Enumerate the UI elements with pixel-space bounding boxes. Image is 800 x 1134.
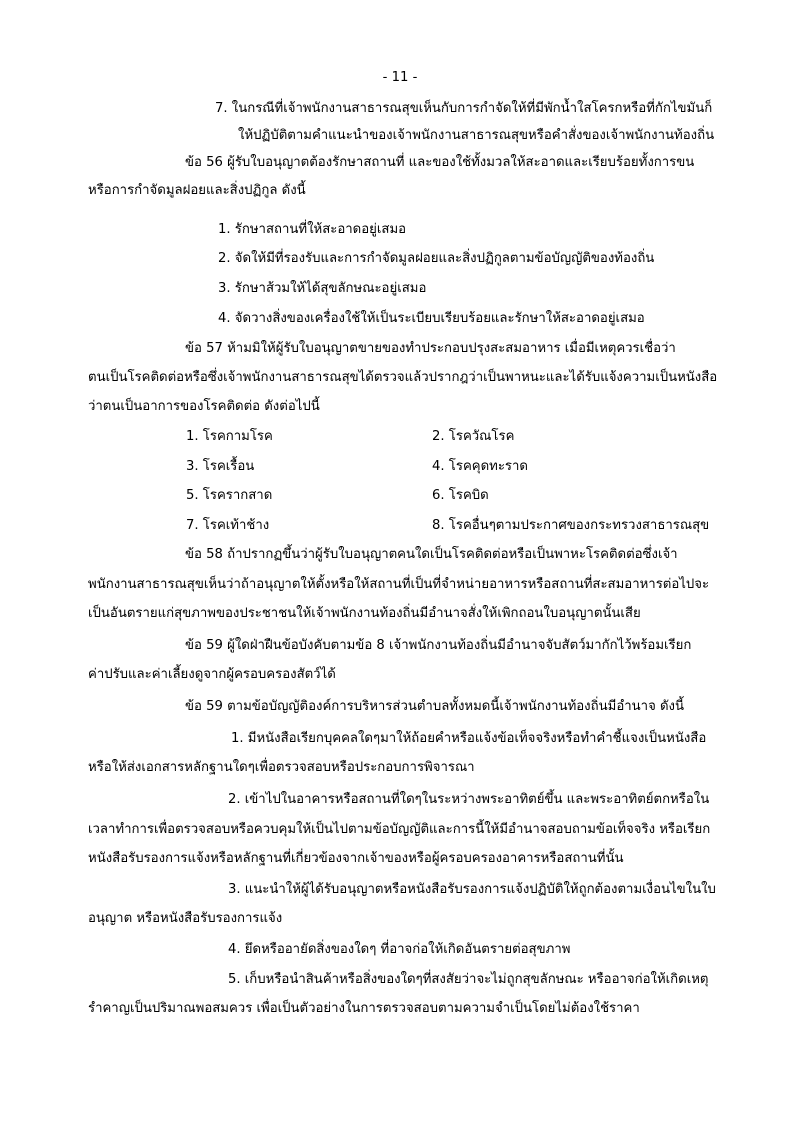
clause59a-line1: ข้อ 59 ผู้ใดฝ่าฝืนข้อบังคับตามข้อ 8 เจ้าพนักงานท้องถิ่นมีอำนาจจับสัตว์มากักไว้พร้อมเรียก bbox=[185, 638, 692, 653]
page-number: - 11 - bbox=[382, 70, 418, 85]
disease-item: 7. โรคเท้าช้าง bbox=[186, 518, 270, 533]
clause59b-p2-line2: เวลาทำการเพื่อตรวจสอบหรือควบคุมให้เป็นไปตามข้อบัญญัติและการนี้ให้มีอำนาจสอบถามข้อเท็จจริง หรือเรียก bbox=[88, 822, 711, 837]
clause59a-line2: ค่าปรับและค่าเลี้ยงดูจากผู้ครอบครองสัตว์ได้ bbox=[88, 667, 336, 682]
clause56-item-1: 1. รักษาสถานที่ให้สะอาดอยู่เสมอ bbox=[218, 222, 407, 237]
disease-item: 2. โรควัณโรค bbox=[432, 429, 515, 444]
disease-item: 1. โรคกามโรค bbox=[186, 429, 273, 444]
disease-item: 8. โรคอื่นๆตามประกาศของกระทรวงสาธารณสุข bbox=[432, 518, 710, 533]
clause58-line1: ข้อ 58 ถ้าปรากฏขึ้นว่าผู้รับใบอนุญาตคนใดเป็นโรคติดต่อหรือเป็นพาหะโรคติดต่อซึ่งเจ้า bbox=[185, 547, 678, 562]
clause59b-p2-line1: 2. เข้าไปในอาคารหรือสถานที่ใดๆในระหว่างพระอาทิตย์ขึ้น และพระอาทิตย์ตกหรือใน bbox=[228, 792, 710, 807]
clause56-line1: ข้อ 56 ผู้รับใบอนุญาตต้องรักษาสถานที่ และของใช้ทั้งมวลให้สะอาดและเรียบร้อยทั้งการขน bbox=[185, 155, 695, 170]
clause59b-p4-line1: 4. ยึดหรืออายัดสิ่งของใดๆ ที่อาจก่อให้เกิดอันตรายต่อสุขภาพ bbox=[228, 942, 571, 957]
disease-item: 4. โรคคุดทะราด bbox=[432, 459, 528, 474]
clause59b-p5-line2: รำคาญเป็นปริมาณพอสมควร เพื่อเป็นตัวอย่างในการตรวจสอบตามความจำเป็นโดยไม่ต้องใช้ราคา bbox=[88, 1001, 640, 1016]
clause57-line3: ว่าตนเป็นอาการของโรคติดต่อ ดังต่อไปนี้ bbox=[88, 399, 320, 414]
clause59b-p2-line3: หนังสือรับรองการแจ้งหรือหลักฐานที่เกี่ยวข้องจากเจ้าของหรือผู้ครอบครองอาคารหรือสถานที่นั้น bbox=[88, 851, 624, 866]
item7-line2: ให้ปฏิบัติตามคำแนะนำของเจ้าพนักงานสาธารณสุขหรือคำสั่งของเจ้าพนักงานท้องถิ่น bbox=[238, 128, 715, 143]
disease-item: 3. โรคเรื้อน bbox=[186, 459, 255, 474]
disease-item: 6. โรคบิด bbox=[432, 488, 489, 503]
clause56-line2: หรือการกำจัดมูลฝอยและสิ่งปฏิกูล ดังนี้ bbox=[88, 183, 306, 198]
clause57-line1: ข้อ 57 ห้ามมิให้ผู้รับใบอนุญาตขายของทำประกอบปรุงสะสมอาหาร เมื่อมีเหตุควรเชื่อว่า bbox=[185, 341, 676, 356]
clause59b-p3-line2: อนุญาต หรือหนังสือรับรองการแจ้ง bbox=[88, 911, 283, 926]
disease-item: 5. โรครากสาด bbox=[186, 488, 273, 503]
clause59b-p5-line1: 5. เก็บหรือนำสินค้าหรือสิ่งของใดๆที่สงสัยว่าจะไม่ถูกสุขลักษณะ หรืออาจก่อให้เกิดเหตุ bbox=[228, 972, 709, 987]
clause59b-p3-line1: 3. แนะนำให้ผู้ได้รับอนุญาตหรือหนังสือรับรองการแจ้งปฏิบัติให้ถูกต้องตามเงื่อนไขในใบ bbox=[228, 882, 716, 897]
clause58-line2: พนักงานสาธารณสุขเห็นว่าถ้าอนุญาตให้ตั้งหรือให้สถานที่เป็นที่จำหน่ายอาหารหรือสถานที่สะสมอาหารต่อไปจะ bbox=[88, 577, 710, 592]
clause56-item-3: 3. รักษาส้วมให้ได้สุขลักษณะอยู่เสมอ bbox=[218, 281, 427, 296]
clause58-line3: เป็นอันตรายแก่สุขภาพของประชาชนให้เจ้าพนักงานท้องถิ่นมีอำนาจสั่งให้เพิกถอนใบอนุญาตนั้นเสีย bbox=[88, 606, 641, 621]
clause59b-p1-line1: 1. มีหนังสือเรียกบุคคลใดๆมาให้ถ้อยคำหรือแจ้งข้อเท็จจริงหรือทำคำชี้แจงเป็นหนังสือ bbox=[231, 731, 707, 746]
clause57-line2: ตนเป็นโรคติดต่อหรือซึ่งเจ้าพนักงานสาธารณสุขได้ตรวจแล้วปรากฎว่าเป็นพาหนะและได้รับแจ้งความเป็นหนังสือ bbox=[88, 370, 718, 385]
item7-line1: 7. ในกรณีที่เจ้าพนักงานสาธารณสุขเห็นกับการกำจัดให้ที่มีพักน้ำใสโครกหรือที่กักไขมันก็ bbox=[215, 101, 713, 116]
clause56-item-4: 4. จัดวางสิ่งของเครื่องใช้ให้เป็นระเบียบเรียบร้อยและรักษาให้สะอาดอยู่เสมอ bbox=[218, 311, 645, 326]
clause59b-p1-line2: หรือให้ส่งเอกสารหลักฐานใดๆเพื่อตรวจสอบหรือประกอบการพิจารณา bbox=[88, 760, 475, 775]
clause56-item-2: 2. จัดให้มีที่รองรับและการกำจัดมูลฝอยและสิ่งปฏิกูลตามข้อบัญญัติของท้องถิ่น bbox=[218, 251, 655, 266]
clause59b-line1: ข้อ 59 ตามข้อบัญญัติองค์การบริหารส่วนตำบลทั้งหมดนี้เจ้าพนักงานท้องถิ่นมีอำนาจ ดังนี้ bbox=[185, 699, 685, 714]
